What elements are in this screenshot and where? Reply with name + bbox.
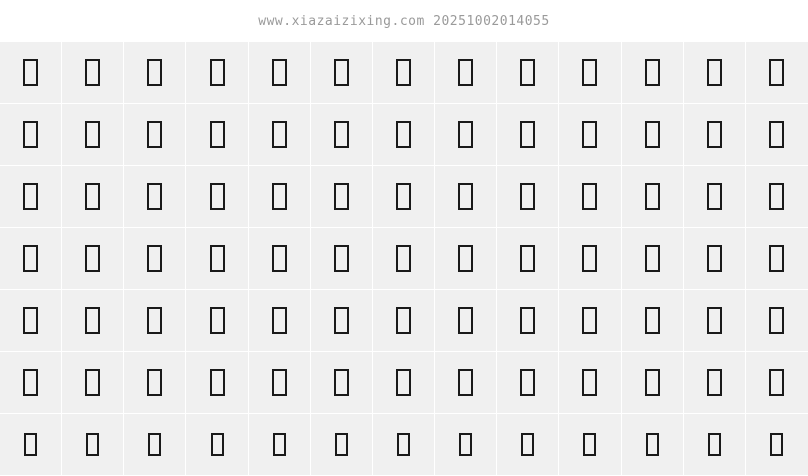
- glyph-cell[interactable]: [0, 352, 62, 414]
- glyph-cell[interactable]: [0, 228, 62, 290]
- tofu-missing-glyph-icon: [147, 307, 162, 334]
- glyph-cell[interactable]: [62, 228, 124, 290]
- tofu-missing-glyph-icon: [148, 433, 161, 456]
- tofu-missing-glyph-icon: [707, 121, 722, 148]
- glyph-cell[interactable]: [0, 414, 62, 476]
- tofu-missing-glyph-icon: [645, 307, 660, 334]
- tofu-missing-glyph-icon: [272, 121, 287, 148]
- glyph-grid: [0, 42, 808, 476]
- glyph-cell[interactable]: [622, 42, 684, 104]
- glyph-cell[interactable]: [684, 42, 746, 104]
- tofu-missing-glyph-icon: [707, 183, 722, 210]
- tofu-missing-glyph-icon: [334, 245, 349, 272]
- glyph-cell[interactable]: [435, 414, 497, 476]
- glyph-cell[interactable]: [746, 42, 808, 104]
- glyph-cell[interactable]: [311, 42, 373, 104]
- tofu-missing-glyph-icon: [23, 245, 38, 272]
- tofu-missing-glyph-icon: [458, 245, 473, 272]
- glyph-cell[interactable]: [249, 352, 311, 414]
- tofu-missing-glyph-icon: [645, 183, 660, 210]
- tofu-missing-glyph-icon: [397, 433, 410, 456]
- tofu-missing-glyph-icon: [396, 121, 411, 148]
- glyph-cell[interactable]: [497, 104, 559, 166]
- tofu-missing-glyph-icon: [582, 121, 597, 148]
- glyph-cell[interactable]: [311, 166, 373, 228]
- tofu-missing-glyph-icon: [458, 183, 473, 210]
- glyph-cell[interactable]: [0, 166, 62, 228]
- glyph-cell[interactable]: [311, 104, 373, 166]
- tofu-missing-glyph-icon: [582, 59, 597, 86]
- glyph-cell[interactable]: [311, 352, 373, 414]
- tofu-missing-glyph-icon: [334, 183, 349, 210]
- glyph-cell[interactable]: [497, 352, 559, 414]
- tofu-missing-glyph-icon: [85, 183, 100, 210]
- tofu-missing-glyph-icon: [769, 183, 784, 210]
- glyph-cell[interactable]: [0, 104, 62, 166]
- glyph-cell[interactable]: [746, 104, 808, 166]
- glyph-cell[interactable]: [249, 414, 311, 476]
- tofu-missing-glyph-icon: [85, 121, 100, 148]
- glyph-cell[interactable]: [186, 290, 248, 352]
- tofu-missing-glyph-icon: [520, 59, 535, 86]
- glyph-cell[interactable]: [373, 414, 435, 476]
- glyph-cell[interactable]: [622, 166, 684, 228]
- glyph-cell[interactable]: [249, 166, 311, 228]
- glyph-cell[interactable]: [249, 42, 311, 104]
- tofu-missing-glyph-icon: [147, 369, 162, 396]
- glyph-cell[interactable]: [62, 166, 124, 228]
- tofu-missing-glyph-icon: [769, 59, 784, 86]
- tofu-missing-glyph-icon: [769, 245, 784, 272]
- tofu-missing-glyph-icon: [520, 307, 535, 334]
- tofu-missing-glyph-icon: [272, 307, 287, 334]
- tofu-missing-glyph-icon: [396, 307, 411, 334]
- glyph-cell[interactable]: [0, 42, 62, 104]
- glyph-cell[interactable]: [249, 228, 311, 290]
- glyph-cell[interactable]: [62, 414, 124, 476]
- glyph-cell[interactable]: [249, 104, 311, 166]
- tofu-missing-glyph-icon: [334, 369, 349, 396]
- glyph-cell[interactable]: [684, 352, 746, 414]
- glyph-cell[interactable]: [124, 104, 186, 166]
- glyph-cell[interactable]: [249, 290, 311, 352]
- glyph-cell[interactable]: [124, 352, 186, 414]
- glyph-cell[interactable]: [186, 414, 248, 476]
- glyph-cell[interactable]: [746, 290, 808, 352]
- tofu-missing-glyph-icon: [582, 307, 597, 334]
- glyph-cell[interactable]: [373, 352, 435, 414]
- glyph-cell[interactable]: [559, 228, 621, 290]
- tofu-missing-glyph-icon: [646, 433, 659, 456]
- tofu-missing-glyph-icon: [272, 183, 287, 210]
- glyph-cell[interactable]: [124, 42, 186, 104]
- glyph-cell[interactable]: [62, 42, 124, 104]
- tofu-missing-glyph-icon: [520, 245, 535, 272]
- tofu-missing-glyph-icon: [210, 59, 225, 86]
- glyph-cell[interactable]: [746, 166, 808, 228]
- tofu-missing-glyph-icon: [708, 433, 721, 456]
- glyph-cell[interactable]: [435, 290, 497, 352]
- glyph-cell[interactable]: [622, 104, 684, 166]
- tofu-missing-glyph-icon: [23, 121, 38, 148]
- tofu-missing-glyph-icon: [210, 183, 225, 210]
- glyph-cell[interactable]: [435, 42, 497, 104]
- tofu-missing-glyph-icon: [334, 121, 349, 148]
- tofu-missing-glyph-icon: [210, 369, 225, 396]
- tofu-missing-glyph-icon: [23, 59, 38, 86]
- tofu-missing-glyph-icon: [582, 245, 597, 272]
- glyph-cell[interactable]: [684, 166, 746, 228]
- tofu-missing-glyph-icon: [396, 245, 411, 272]
- tofu-missing-glyph-icon: [645, 59, 660, 86]
- glyph-cell[interactable]: [684, 414, 746, 476]
- glyph-cell[interactable]: [124, 166, 186, 228]
- tofu-missing-glyph-icon: [147, 245, 162, 272]
- glyph-cell[interactable]: [559, 104, 621, 166]
- tofu-missing-glyph-icon: [707, 307, 722, 334]
- tofu-missing-glyph-icon: [521, 433, 534, 456]
- glyph-cell[interactable]: [186, 42, 248, 104]
- tofu-missing-glyph-icon: [86, 433, 99, 456]
- glyph-cell[interactable]: [186, 228, 248, 290]
- tofu-missing-glyph-icon: [769, 307, 784, 334]
- glyph-cell[interactable]: [497, 290, 559, 352]
- tofu-missing-glyph-icon: [583, 433, 596, 456]
- tofu-missing-glyph-icon: [707, 59, 722, 86]
- tofu-missing-glyph-icon: [272, 245, 287, 272]
- glyph-cell[interactable]: [124, 414, 186, 476]
- glyph-cell[interactable]: [559, 352, 621, 414]
- glyph-cell[interactable]: [311, 290, 373, 352]
- glyph-cell[interactable]: [559, 290, 621, 352]
- tofu-missing-glyph-icon: [770, 433, 783, 456]
- glyph-cell[interactable]: [124, 228, 186, 290]
- watermark-text: www.xiazaizixing.com 20251002014055: [258, 13, 550, 29]
- tofu-missing-glyph-icon: [23, 307, 38, 334]
- glyph-cell[interactable]: [373, 104, 435, 166]
- glyph-cell[interactable]: [497, 228, 559, 290]
- glyph-cell[interactable]: [559, 166, 621, 228]
- tofu-missing-glyph-icon: [520, 369, 535, 396]
- glyph-cell[interactable]: [435, 166, 497, 228]
- glyph-cell[interactable]: [186, 352, 248, 414]
- glyph-cell[interactable]: [311, 414, 373, 476]
- glyph-cell[interactable]: [746, 352, 808, 414]
- tofu-missing-glyph-icon: [645, 369, 660, 396]
- tofu-missing-glyph-icon: [458, 307, 473, 334]
- tofu-missing-glyph-icon: [334, 59, 349, 86]
- glyph-cell[interactable]: [497, 414, 559, 476]
- tofu-missing-glyph-icon: [211, 433, 224, 456]
- glyph-cell[interactable]: [622, 228, 684, 290]
- glyph-cell[interactable]: [746, 228, 808, 290]
- glyph-cell[interactable]: [0, 290, 62, 352]
- tofu-missing-glyph-icon: [396, 183, 411, 210]
- glyph-cell[interactable]: [435, 228, 497, 290]
- glyph-cell[interactable]: [684, 290, 746, 352]
- tofu-missing-glyph-icon: [210, 245, 225, 272]
- glyph-cell[interactable]: [746, 414, 808, 476]
- tofu-missing-glyph-icon: [272, 59, 287, 86]
- glyph-cell[interactable]: [622, 414, 684, 476]
- tofu-missing-glyph-icon: [334, 307, 349, 334]
- tofu-missing-glyph-icon: [769, 121, 784, 148]
- tofu-missing-glyph-icon: [707, 245, 722, 272]
- tofu-missing-glyph-icon: [147, 59, 162, 86]
- glyph-cell[interactable]: [622, 352, 684, 414]
- tofu-missing-glyph-icon: [520, 183, 535, 210]
- tofu-missing-glyph-icon: [645, 121, 660, 148]
- tofu-missing-glyph-icon: [520, 121, 535, 148]
- tofu-missing-glyph-icon: [85, 245, 100, 272]
- glyph-cell[interactable]: [559, 414, 621, 476]
- tofu-missing-glyph-icon: [210, 307, 225, 334]
- glyph-cell[interactable]: [622, 290, 684, 352]
- tofu-missing-glyph-icon: [396, 369, 411, 396]
- tofu-missing-glyph-icon: [458, 59, 473, 86]
- glyph-cell[interactable]: [435, 352, 497, 414]
- tofu-missing-glyph-icon: [24, 433, 37, 456]
- glyph-cell[interactable]: [497, 42, 559, 104]
- tofu-missing-glyph-icon: [23, 369, 38, 396]
- glyph-cell[interactable]: [311, 228, 373, 290]
- glyph-cell[interactable]: [62, 352, 124, 414]
- tofu-missing-glyph-icon: [769, 369, 784, 396]
- tofu-missing-glyph-icon: [645, 245, 660, 272]
- tofu-missing-glyph-icon: [458, 369, 473, 396]
- glyph-cell[interactable]: [373, 290, 435, 352]
- glyph-cell[interactable]: [373, 42, 435, 104]
- glyph-cell[interactable]: [124, 290, 186, 352]
- glyph-cell[interactable]: [62, 104, 124, 166]
- tofu-missing-glyph-icon: [85, 307, 100, 334]
- glyph-cell[interactable]: [373, 166, 435, 228]
- tofu-missing-glyph-icon: [273, 433, 286, 456]
- glyph-cell[interactable]: [62, 290, 124, 352]
- glyph-cell[interactable]: [186, 166, 248, 228]
- glyph-cell[interactable]: [497, 166, 559, 228]
- tofu-missing-glyph-icon: [147, 121, 162, 148]
- tofu-missing-glyph-icon: [582, 183, 597, 210]
- tofu-missing-glyph-icon: [458, 121, 473, 148]
- tofu-missing-glyph-icon: [459, 433, 472, 456]
- glyph-cell[interactable]: [435, 104, 497, 166]
- tofu-missing-glyph-icon: [707, 369, 722, 396]
- glyph-cell[interactable]: [684, 104, 746, 166]
- glyph-cell[interactable]: [684, 228, 746, 290]
- tofu-missing-glyph-icon: [85, 59, 100, 86]
- tofu-missing-glyph-icon: [272, 369, 287, 396]
- tofu-missing-glyph-icon: [23, 183, 38, 210]
- tofu-missing-glyph-icon: [210, 121, 225, 148]
- tofu-missing-glyph-icon: [582, 369, 597, 396]
- tofu-missing-glyph-icon: [396, 59, 411, 86]
- tofu-missing-glyph-icon: [85, 369, 100, 396]
- glyph-cell[interactable]: [373, 228, 435, 290]
- tofu-missing-glyph-icon: [335, 433, 348, 456]
- glyph-cell[interactable]: [186, 104, 248, 166]
- glyph-cell[interactable]: [559, 42, 621, 104]
- tofu-missing-glyph-icon: [147, 183, 162, 210]
